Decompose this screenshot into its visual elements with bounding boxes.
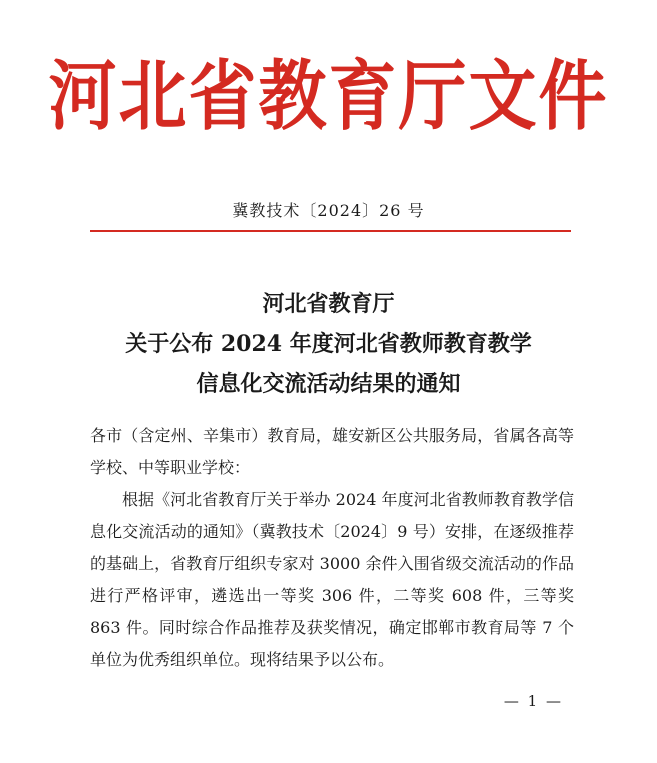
body-paragraph: 根据《河北省教育厅关于举办 2024 年度河北省教师教育教学信息化交流活动的通知》（冀教技术〔2024〕9 号）安排，在逐级推荐的基础上，省教育厅组织专家对 3000 余件入围省级交流活动的作品进行严格评审，遴选出一等奖 306 件，二等奖 608 件，三等奖 863 件。同时综合作品推荐及获奖情况，确定邯郸市教育局等 7 个单位为优秀组织单位。现将结果予以公布。 bbox=[90, 490, 574, 669]
page-number: — 1 — bbox=[503, 692, 563, 710]
title-line-1: 河北省教育厅 bbox=[262, 291, 395, 317]
addressee: 各市（含定州、辛集市）教育局，雄安新区公共服务局，省属各高等学校、中等职业学校： bbox=[90, 426, 574, 477]
title-line-3: 信息化交流活动结果的通知 bbox=[196, 371, 461, 397]
document-number: 冀教技术〔2024〕26 号 bbox=[232, 201, 425, 220]
document-body bbox=[90, 420, 574, 676]
title-line-2: 关于公布 2024 年度河北省教师教育教学 bbox=[125, 331, 532, 357]
document-masthead: 河北省教育厅文件 bbox=[48, 52, 609, 142]
red-divider-line bbox=[90, 230, 571, 232]
document-title bbox=[0, 284, 657, 404]
